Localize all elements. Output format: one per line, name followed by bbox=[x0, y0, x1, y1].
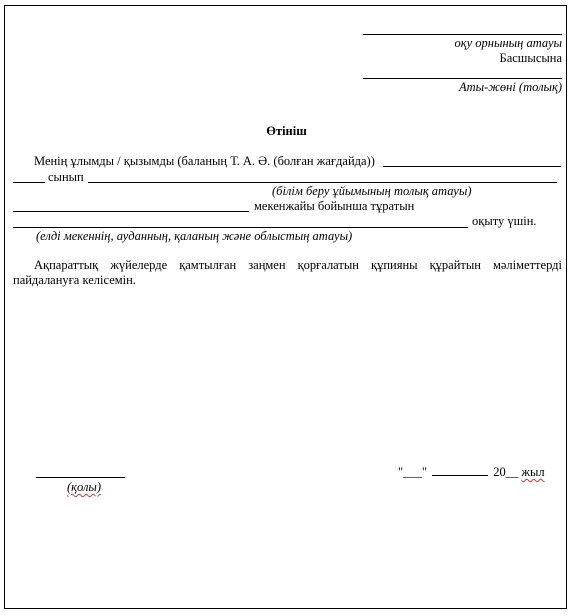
signature-caption: (қолы) bbox=[67, 480, 102, 494]
date-quote-open: " bbox=[398, 465, 404, 479]
signature-line bbox=[36, 477, 125, 478]
consent-text-line1: Ақпараттық жүйелерде қамтылған заңмен қорғалатын құпияны құрайтын мәліметтерді bbox=[34, 258, 562, 272]
locality-line bbox=[13, 227, 468, 228]
date-year: 20 bbox=[493, 465, 506, 479]
grade-label: сынып bbox=[48, 170, 84, 184]
address-label: мекенжайы бойынша тұратын bbox=[254, 199, 415, 213]
name-line bbox=[363, 78, 562, 79]
name-caption: Аты-жөні (толық) bbox=[458, 80, 562, 94]
institution-caption: оқу орнының атауы bbox=[454, 36, 562, 50]
organization-caption: (білім беру ұйымының толық атауы) bbox=[272, 184, 472, 198]
organization-line bbox=[88, 182, 557, 183]
date-quote-close: " bbox=[421, 465, 427, 479]
document-page bbox=[4, 5, 567, 609]
date-year-word: жыл bbox=[521, 465, 545, 479]
page-title: Өтініш bbox=[266, 124, 307, 138]
address-line bbox=[13, 211, 249, 212]
locality-caption: (елді мекеннің, ауданның, қаланың және облыстың атауы) bbox=[36, 229, 353, 243]
date-month-blank bbox=[432, 465, 488, 476]
date-field bbox=[398, 465, 545, 480]
child-name-line bbox=[383, 166, 561, 167]
institution-line bbox=[363, 34, 562, 35]
study-label: оқыту үшін. bbox=[472, 214, 537, 228]
date-day-blank: ___ bbox=[403, 465, 422, 479]
child-name-label: Менің ұлымды / қызымды (баланың Т. А. Ә. (болған жағдайда)) bbox=[34, 154, 375, 168]
grade-line bbox=[13, 182, 45, 183]
date-year-blank: __ bbox=[505, 465, 519, 479]
consent-text-line2: пайдалануға келісемін. bbox=[13, 273, 136, 287]
head-label: Басшысына bbox=[499, 51, 562, 65]
